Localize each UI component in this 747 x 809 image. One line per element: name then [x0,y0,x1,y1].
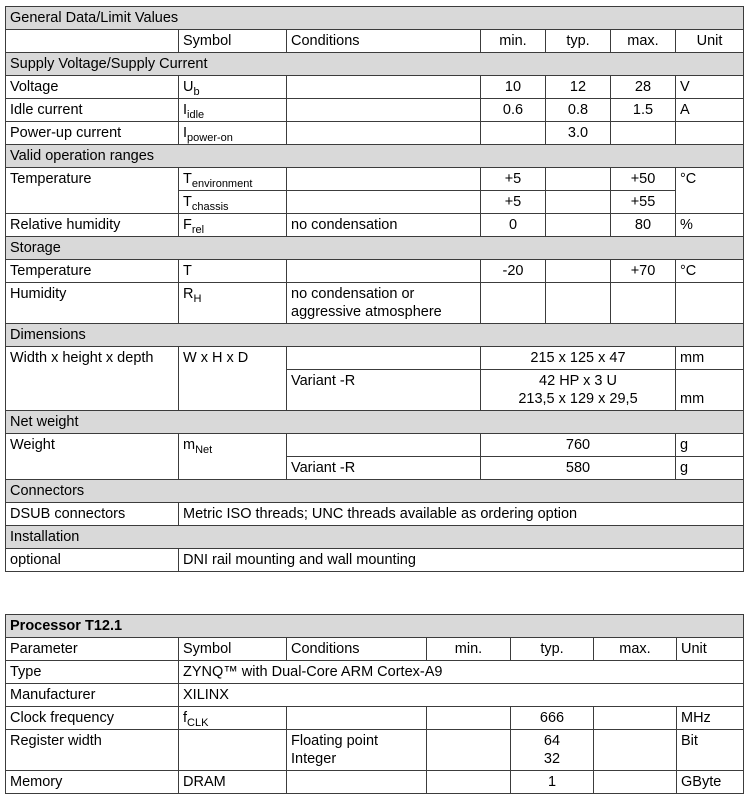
min-cell: +5 [481,191,546,214]
conditions-cell: Variant -R [287,370,481,411]
value-cell: 760 [481,434,676,457]
section-title: Net weight [6,411,744,434]
unit-cell: % [676,214,744,237]
param-cell: optional [6,549,179,572]
conditions-cell: Floating point Integer [287,730,427,771]
value-cell: 42 HP x 3 U 213,5 x 129 x 29,5 [481,370,676,411]
min-cell: 10 [481,76,546,99]
section-title: Supply Voltage/Supply Current [6,53,744,76]
unit-cell: Bit [677,730,744,771]
symbol-cell: $I_{power-on}$ [179,122,287,145]
param-cell: Clock frequency [6,707,179,730]
min-cell: 0.6 [481,99,546,122]
symbol-cell: $T_{chassis}$ [179,191,287,214]
symbol-cell: W x H x D [179,347,287,411]
unit-cell: mm [676,370,744,411]
unit-cell: °C [676,168,744,214]
header-unit: Unit [676,30,744,53]
symbol-cell: T [179,260,287,283]
table-row [6,260,744,283]
unit-cell: MHz [677,707,744,730]
section-title: Connectors [6,480,744,503]
value-cell: XILINX [179,684,744,707]
typ-cell: 1 [511,771,594,794]
symbol-cell: $R_H$ [179,283,287,324]
value-cell: 215 x 125 x 47 [481,347,676,370]
table-row [6,503,744,526]
min-cell: +5 [481,168,546,191]
symbol-cell: $m_{Net}$ [179,434,287,480]
section-header-row [6,615,744,638]
table-row [6,661,744,684]
max-cell: +55 [611,191,676,214]
conditions-cell: no condensation [287,214,481,237]
table-row [6,283,744,324]
table-row [6,707,744,730]
symbol-cell: $I_{idle}$ [179,99,287,122]
value-cell: Metric ISO threads; UNC threads available as ordering option [179,503,744,526]
typ-cell: 3.0 [546,122,611,145]
unit-cell: A [676,99,744,122]
section-title: Storage [6,237,744,260]
table-title: General Data/Limit Values [6,7,744,30]
header-conditions: Conditions [287,638,427,661]
param-cell: Voltage [6,76,179,99]
section-row [6,237,744,260]
column-header-row [6,638,744,661]
param-cell: Type [6,661,179,684]
param-cell: Idle current [6,99,179,122]
value-cell: ZYNQ™ with Dual-Core ARM Cortex-A9 [179,661,744,684]
section-row [6,53,744,76]
unit-cell: V [676,76,744,99]
general-data-table [5,6,744,572]
table-row [6,347,744,370]
table-row [6,168,744,191]
table-row [6,99,744,122]
param-cell: Power-up current [6,122,179,145]
table-row [6,434,744,457]
symbol-cell: DRAM [179,771,287,794]
column-header-row [6,30,744,53]
header-symbol: Symbol [179,30,287,53]
section-title: Dimensions [6,324,744,347]
param-cell: Memory [6,771,179,794]
section-row [6,526,744,549]
header-unit: Unit [677,638,744,661]
processor-table [5,614,744,794]
param-cell: Humidity [6,283,179,324]
header-conditions: Conditions [287,30,481,53]
min-cell: -20 [481,260,546,283]
max-cell: 80 [611,214,676,237]
param-cell: Weight [6,434,179,480]
table-title: Processor T12.1 [6,615,744,638]
max-cell: 1.5 [611,99,676,122]
section-row [6,480,744,503]
section-row [6,145,744,168]
header-max: max. [611,30,676,53]
section-row [6,324,744,347]
section-title: Valid operation ranges [6,145,744,168]
max-cell: +50 [611,168,676,191]
min-cell: 0 [481,214,546,237]
table-row [6,771,744,794]
symbol-cell: $U_b$ [179,76,287,99]
unit-cell: GByte [677,771,744,794]
value-cell: DNI rail mounting and wall mounting [179,549,744,572]
header-parameter: Parameter [6,638,179,661]
param-cell: Width x height x depth [6,347,179,411]
param-cell: Temperature [6,168,179,214]
unit-cell: °C [676,260,744,283]
param-cell: Relative humidity [6,214,179,237]
section-title: Installation [6,526,744,549]
param-cell: DSUB connectors [6,503,179,526]
max-cell: 28 [611,76,676,99]
table-row [6,549,744,572]
symbol-cell: $f_{CLK}$ [179,707,287,730]
param-cell: Manufacturer [6,684,179,707]
unit-cell: mm [676,347,744,370]
header-typ: typ. [546,30,611,53]
unit-cell: g [676,434,744,457]
typ-cell: 666 [511,707,594,730]
header-min: min. [427,638,511,661]
table-row [6,214,744,237]
header-symbol: Symbol [179,638,287,661]
header-typ: typ. [511,638,594,661]
unit-cell: g [676,457,744,480]
table-row [6,76,744,99]
table-row [6,730,744,771]
section-header-row [6,7,744,30]
symbol-cell: $T_{environment}$ [179,168,287,191]
header-min: min. [481,30,546,53]
section-row [6,411,744,434]
param-cell: Temperature [6,260,179,283]
param-cell: Register width [6,730,179,771]
table-row [6,684,744,707]
max-cell: +70 [611,260,676,283]
typ-cell: 64 32 [511,730,594,771]
value-cell: 580 [481,457,676,480]
symbol-cell: $F_{rel}$ [179,214,287,237]
header-max: max. [594,638,677,661]
typ-cell: 0.8 [546,99,611,122]
conditions-cell: Variant -R [287,457,481,480]
table-row [6,122,744,145]
typ-cell: 12 [546,76,611,99]
conditions-cell: no condensation or aggressive atmosphere [287,283,481,324]
